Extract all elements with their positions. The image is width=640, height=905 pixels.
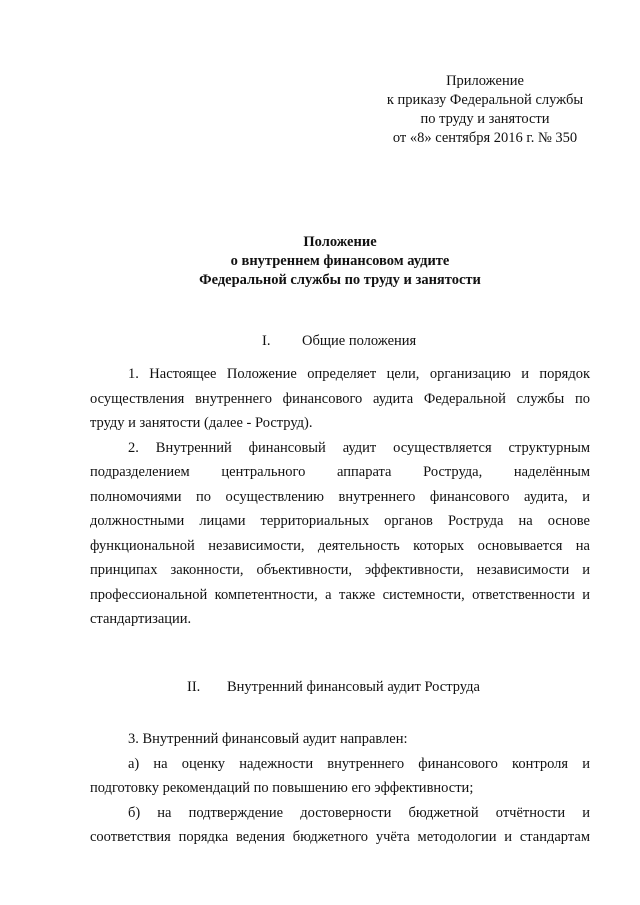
- title-line: Положение: [303, 234, 377, 250]
- paragraph-line: а) на оценку надежности внутреннего финансового контроля и: [128, 755, 590, 772]
- paragraph-line: полномочиями по осуществлению внутреннего финансового аудита, и: [90, 488, 590, 505]
- section-1-body: [90, 362, 590, 632]
- section-number: I.: [262, 333, 271, 349]
- section-2-body: [90, 727, 590, 850]
- paragraph-line: 2. Внутренний финансовый аудит осуществляется структурным: [128, 439, 590, 456]
- section-title: Общие положения: [302, 333, 417, 349]
- section-number: II.: [187, 679, 201, 695]
- paragraph-line: подразделением центрального аппарата Роструда, наделённым: [90, 464, 590, 480]
- title-line: о внутреннем финансовом аудите: [230, 253, 450, 269]
- paragraph-line: труду и занятости (далее - Роструд).: [90, 415, 313, 431]
- paragraph-line: подготовку рекомендаций по повышению его эффективности;: [90, 780, 474, 796]
- appendix-line: к приказу Федеральной службы: [386, 92, 584, 108]
- section-heading-1: [262, 331, 416, 351]
- section-heading-2: [187, 677, 480, 697]
- paragraph-line: 1. Настоящее Положение определяет цели, организацию и порядок: [128, 366, 590, 382]
- appendix-line: по труду и занятости: [420, 111, 550, 127]
- paragraph-line: 3. Внутренний финансовый аудит направлен:: [128, 731, 408, 747]
- paragraph-line: б) на подтверждение достоверности бюджетной отчётности и: [128, 804, 590, 821]
- paragraph-line: осуществления внутреннего финансового аудита Федеральной службы по: [90, 390, 590, 407]
- title-line: Федеральной службы по труду и занятости: [199, 272, 481, 288]
- section-title: Внутренний финансовый аудит Роструда: [227, 679, 480, 695]
- paragraph-line: функциональной независимости, деятельность которых основывается на: [90, 537, 590, 554]
- paragraph-line: профессиональной компетентности, а также системности, ответственности и: [90, 586, 590, 603]
- paragraph-line: стандартизации.: [90, 611, 192, 627]
- paragraph-line: принципах законности, объективности, эффективности, независимости и: [90, 562, 590, 578]
- appendix-line: от «8» сентября 2016 г. № 350: [392, 130, 578, 146]
- document-title: [60, 233, 620, 290]
- appendix-line: Приложение: [446, 73, 524, 89]
- paragraph-line: должностными лицами территориальных органов Роструда на основе: [90, 513, 590, 529]
- appendix-block: [360, 72, 610, 148]
- paragraph-line: соответствия порядка ведения бюджетного учёта методологии и стандартам: [90, 829, 590, 845]
